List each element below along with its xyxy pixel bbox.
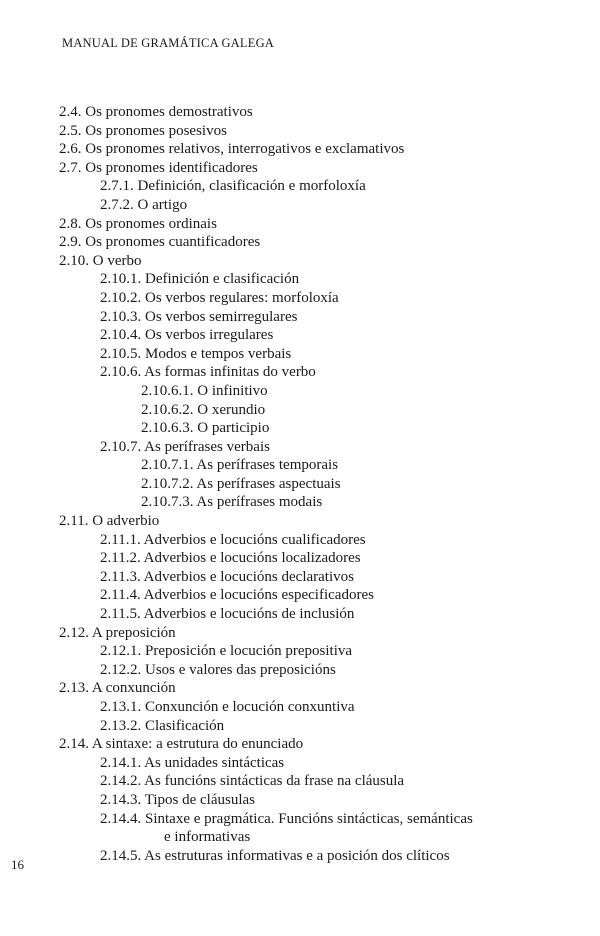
toc-entry: 2.11.5. Adverbios e locucións de inclusión — [100, 606, 355, 623]
toc-entry: 2.11.3. Adverbios e locucións declarativos — [100, 568, 354, 585]
toc-entry: 2.6. Os pronomes relativos, interrogativos e exclamativos — [59, 141, 405, 158]
table-of-contents — [0, 103, 600, 865]
toc-entry: 2.12.1. Preposición e locución prepositiva — [100, 643, 353, 660]
toc-entry: 2.8. Os pronomes ordinais — [59, 215, 217, 232]
toc-entry: 2.10.2. Os verbos regulares: morfoloxía — [100, 289, 339, 306]
toc-entry: 2.10.7. As perífrases verbais — [100, 438, 270, 455]
toc-entry: 2.12.2. Usos e valores das preposicións — [100, 661, 336, 678]
toc-entry: 2.14.4. Sintaxe e pragmática. Funcións sintácticas, semánticas — [100, 810, 473, 827]
running-head: MANUAL DE GRAMÁTICA GALEGA — [62, 36, 275, 50]
toc-entry: 2.14.5. As estruturas informativas e a posición dos clíticos — [100, 847, 450, 864]
toc-entry: 2.10. O verbo — [59, 252, 142, 269]
toc-entry: 2.7. Os pronomes identificadores — [59, 159, 258, 176]
toc-entry: 2.10.7.3. As perífrases modais — [141, 494, 323, 511]
toc-entry: 2.10.6.2. O xerundio — [141, 401, 266, 418]
toc-entry: 2.14. A sintaxe: a estrutura do enunciado — [59, 736, 304, 753]
toc-entry: 2.9. Os pronomes cuantificadores — [59, 234, 261, 251]
toc-entry: 2.11.2. Adverbios e locucións localizadores — [100, 550, 361, 567]
toc-entry: 2.7.1. Definición, clasificación e morfoloxía — [100, 178, 366, 195]
toc-entry: 2.14.2. As funcións sintácticas da frase na cláusula — [100, 773, 405, 790]
toc-entry: 2.5. Os pronomes posesivos — [59, 122, 227, 139]
toc-entry: 2.4. Os pronomes demostrativos — [59, 104, 253, 120]
toc-entry: 2.10.6. As formas infinitas do verbo — [100, 364, 316, 381]
toc-entry: 2.11. O adverbio — [59, 513, 160, 530]
toc-entry: 2.13.1. Conxunción e locución conxuntiva — [100, 699, 355, 715]
toc-entry: 2.11.1. Adverbios e locucións cualificadores — [100, 531, 366, 548]
toc-entry-continuation: e informativas — [164, 829, 251, 846]
toc-entry: 2.10.5. Modos e tempos verbais — [100, 345, 292, 362]
toc-entry: 2.13.2. Clasificación — [100, 717, 225, 734]
toc-entry: 2.10.6.1. O infinitivo — [141, 382, 268, 399]
toc-entry: 2.10.3. Os verbos semirregulares — [100, 308, 298, 325]
toc-entry: 2.11.4. Adverbios e locucións especificadores — [100, 587, 374, 604]
toc-entry: 2.10.6.3. O participio — [141, 420, 270, 437]
toc-entry: 2.14.3. Tipos de cláusulas — [100, 791, 256, 808]
toc-entry: 2.10.7.1. As perífrases temporais — [141, 457, 339, 474]
toc-entry: 2.14.1. As unidades sintácticas — [100, 754, 285, 771]
toc-entry: 2.10.7.2. As perífrases aspectuais — [141, 475, 341, 492]
toc-entry: 2.10.1. Definición e clasificación — [100, 271, 300, 288]
page-number: 16 — [11, 857, 24, 872]
toc-entry: 2.10.4. Os verbos irregulares — [100, 327, 274, 344]
toc-entry: 2.7.2. O artigo — [100, 196, 188, 213]
toc-entry: 2.12. A preposición — [59, 624, 176, 641]
toc-entry: 2.13. A conxunción — [59, 680, 176, 697]
